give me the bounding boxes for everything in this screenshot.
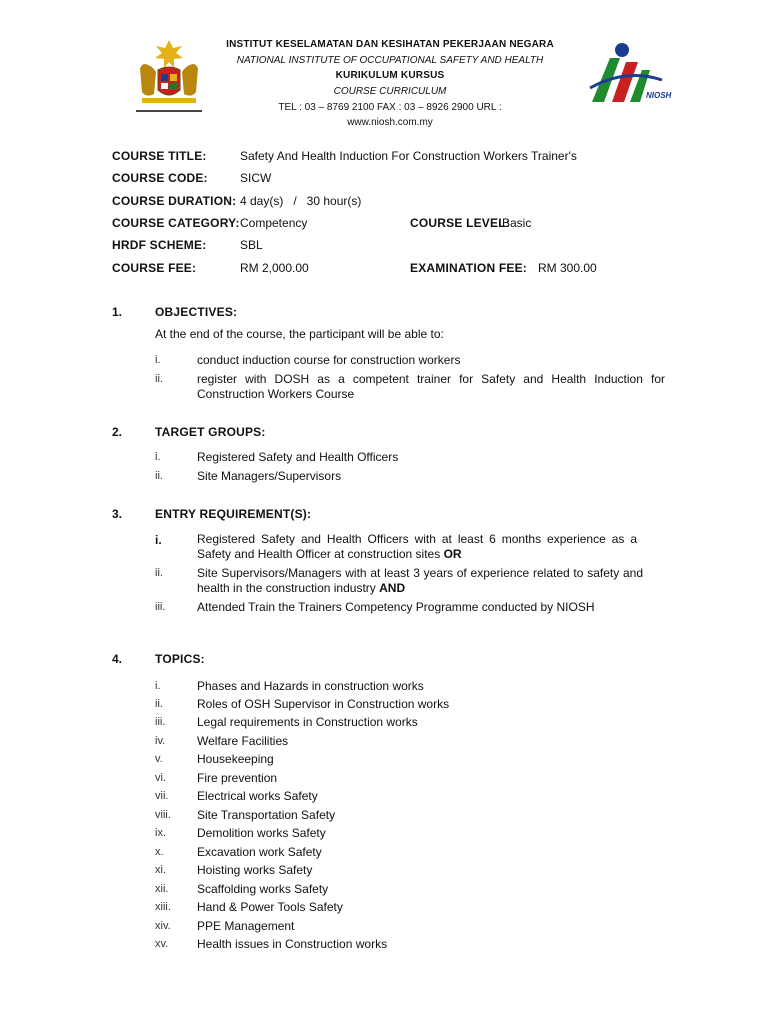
list-item-numeral: ix. [155,827,166,839]
section-title-entry-requirements: ENTRY REQUIREMENT(S): [155,507,312,521]
list-item: Roles of OSH Supervisor in Construction works [197,697,450,711]
list-item-numeral: iii. [155,601,166,613]
list-item: Site Supervisors/Managers with at least 3 years of experience related to safety and health in the construction industry AND [197,566,643,595]
examination-fee-value: RM 300.00 [538,261,597,275]
list-item-numeral: ii. [155,567,163,579]
list-item-numeral: i. [155,451,161,463]
course-level-label: COURSE LEVEL: [410,216,510,230]
course-duration-value: 4 day(s) / 30 hour(s) [240,194,362,208]
list-item: Registered Safety and Health Officers [197,450,399,464]
institute-name-malay: INSTITUT KESELAMATAN DAN KESIHATAN PEKERJAAN NEGARA [226,39,554,50]
list-item-numeral: xiii. [155,901,171,913]
list-item-numeral: iv. [155,735,166,747]
course-category-value: Competency [240,216,308,230]
curriculum-heading: COURSE CURRICULUM [333,86,447,97]
section-number-topics: 4. [112,652,123,666]
list-item-numeral: xii. [155,883,169,895]
connector-and: AND [379,581,406,595]
malaysia-coat-of-arms-icon [128,38,210,116]
hrdf-scheme-value: SBL [240,238,263,252]
list-item-numeral: xi. [155,864,166,876]
list-item-numeral: ii. [155,698,163,710]
examination-fee-label: EXAMINATION FEE: [410,261,527,275]
list-item: Welfare Facilities [197,734,289,748]
course-level-value: Basic [502,216,532,230]
list-item-numeral: ii. [155,470,163,482]
list-item-numeral: vi. [155,772,166,784]
list-item: Site Managers/Supervisors [197,469,342,483]
list-item-numeral: xiv. [155,920,171,932]
section-title-objectives: OBJECTIVES: [155,305,238,319]
section-title-target-groups: TARGET GROUPS: [155,425,266,439]
list-item-numeral: v. [155,753,163,765]
connector-or: OR [443,547,462,561]
course-fee-label: COURSE FEE: [112,261,197,275]
section-title-topics: TOPICS: [155,652,205,666]
contact-line: TEL : 03 – 8769 2100 FAX : 03 – 8926 2900 URL : [278,102,502,113]
list-item-numeral: x. [155,846,164,858]
list-item: Attended Train the Trainers Competency Programme conducted by NIOSH [197,600,595,614]
list-item: Site Transportation Safety [197,808,336,822]
list-item-numeral: i. [155,354,161,366]
list-item: Health issues in Construction works [197,937,388,951]
website-url[interactable]: www.niosh.com.my [347,117,433,128]
section-number-target-groups: 2. [112,425,123,439]
list-item: Fire prevention [197,771,278,785]
objectives-intro: At the end of the course, the participant will be able to: [155,327,444,341]
list-item: PPE Management [197,919,295,933]
list-item-numeral: xv. [155,938,169,950]
list-item-numeral: ii. [155,373,163,385]
list-item: register with DOSH as a competent trainer for Safety and Health Induction for Construction Workers Course [197,372,665,401]
list-item: conduct induction course for construction workers [197,353,461,367]
list-item: Legal requirements in Construction works [197,715,418,729]
list-item: Phases and Hazards in construction works [197,679,424,693]
kurikulum-heading: KURIKULUM KURSUS [335,70,445,81]
institute-name-english: NATIONAL INSTITUTE OF OCCUPATIONAL SAFETY AND HEALTH [236,55,544,66]
list-item-numeral: iii. [155,716,166,728]
course-title-label: COURSE TITLE: [112,149,207,163]
list-item: Housekeeping [197,752,274,766]
list-item: Demolition works Safety [197,826,326,840]
list-item: Excavation work Safety [197,845,322,859]
list-item: Registered Safety and Health Officers with at least 6 months experience as a Safety and Health Officer at construction sites OR [197,532,637,561]
niosh-logo-icon [586,40,678,106]
list-item: Hand & Power Tools Safety [197,900,343,914]
course-code-value: SICW [240,171,272,185]
list-item-numeral: vii. [155,790,169,802]
section-number-entry-requirements: 3. [112,507,123,521]
list-item-numeral: i. [155,533,162,547]
list-item: Electrical works Safety [197,789,318,803]
course-fee-value: RM 2,000.00 [240,261,309,275]
course-duration-label: COURSE DURATION: [112,194,237,208]
section-number-objectives: 1. [112,305,123,319]
course-title-value: Safety And Health Induction For Construction Workers Trainer's [240,149,577,163]
list-item-numeral: i. [155,680,161,692]
list-item: Hoisting works Safety [197,863,313,877]
hrdf-scheme-label: HRDF SCHEME: [112,238,207,252]
list-item-numeral: viii. [155,809,171,821]
course-code-label: COURSE CODE: [112,171,208,185]
list-item: Scaffolding works Safety [197,882,329,896]
svg-text:NIOSH: NIOSH [646,91,672,100]
course-category-label: COURSE CATEGORY: [112,216,240,230]
